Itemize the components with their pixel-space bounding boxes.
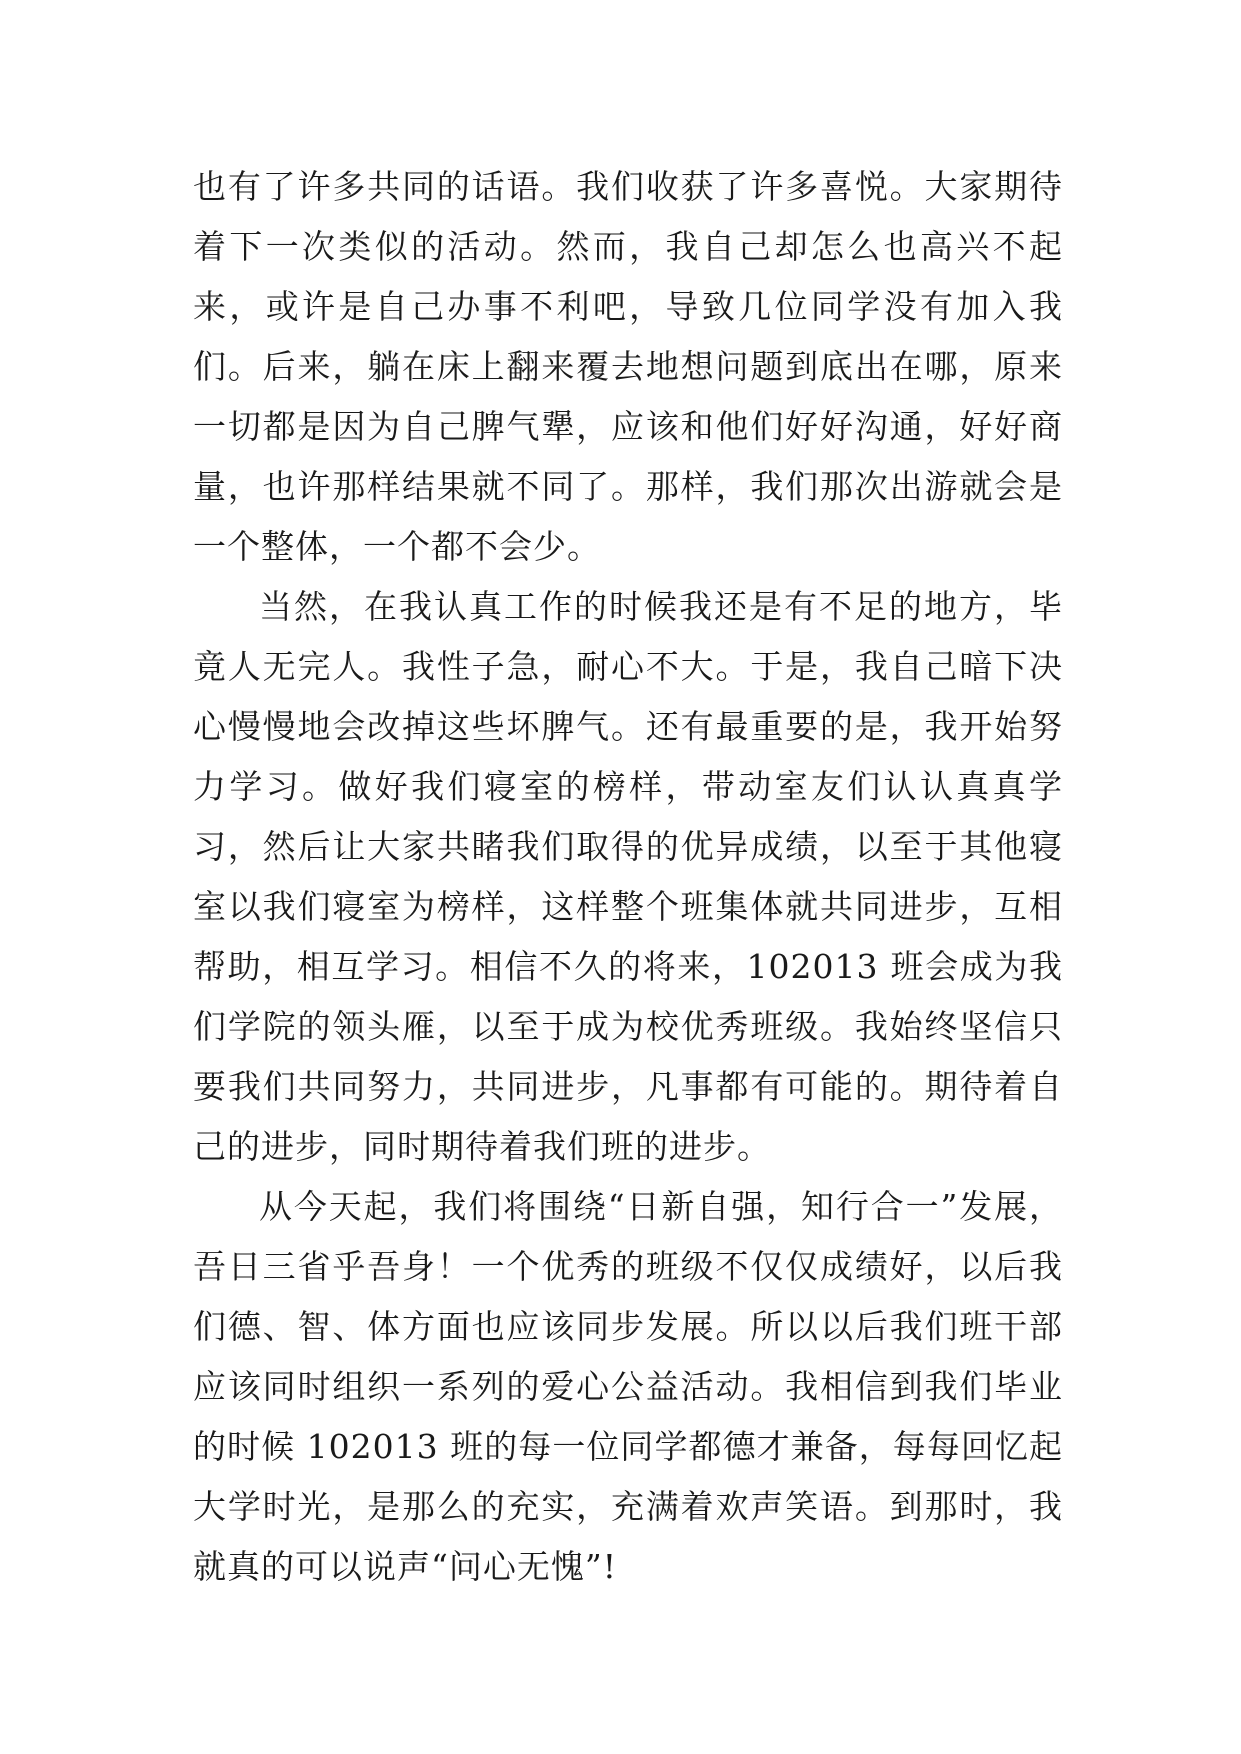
paragraph-3: 从今天起，我们将围绕“日新自强，知行合一”发展，吾日三省乎吾身！一个优秀的班级不仅仅成绩好，以后我们德、智、体方面也应该同步发展。所以以后我们班干部应该同时组织一系列的爱心公益活动。我相信到我们毕业的时候 102013 班的每一位同学都德才兼备，每每回忆起大学时光，是那么的充实，充满着欢声笑语。到那时，我就真的可以说声“问心无愧”! (193, 1187, 1063, 1586)
body-text (193, 157, 1063, 1597)
paragraph-1: 也有了许多共同的话语。我们收获了许多喜悦。大家期待着下一次类似的活动。然而，我自己却怎么也高兴不起来，或许是自己办事不利吧，导致几位同学没有加入我们。后来，躺在床上翻来覆去地想问题到底出在哪，原来一切都是因为自己脾气犟，应该和他们好好沟通，好好商量，也许那样结果就不同了。那样，我们那次出游就会是一个整体，一个都不会少。 (193, 167, 1063, 566)
paragraph-2: 当然，在我认真工作的时候我还是有不足的地方，毕竟人无完人。我性子急，耐心不大。于是，我自己暗下决心慢慢地会改掉这些坏脾气。还有最重要的是，我开始努力学习。做好我们寝室的榜样，带动室友们认认真真学习，然后让大家共睹我们取得的优异成绩，以至于其他寝室以我们寝室为榜样，这样整个班集体就共同进步，互相帮助，相互学习。相信不久的将来，102013 班会成为我们学院的领头雁，以至于成为校优秀班级。我始终坚信只要我们共同努力，共同进步，凡事都有可能的。期待着自己的进步，同时期待着我们班的进步。 (193, 587, 1063, 1166)
